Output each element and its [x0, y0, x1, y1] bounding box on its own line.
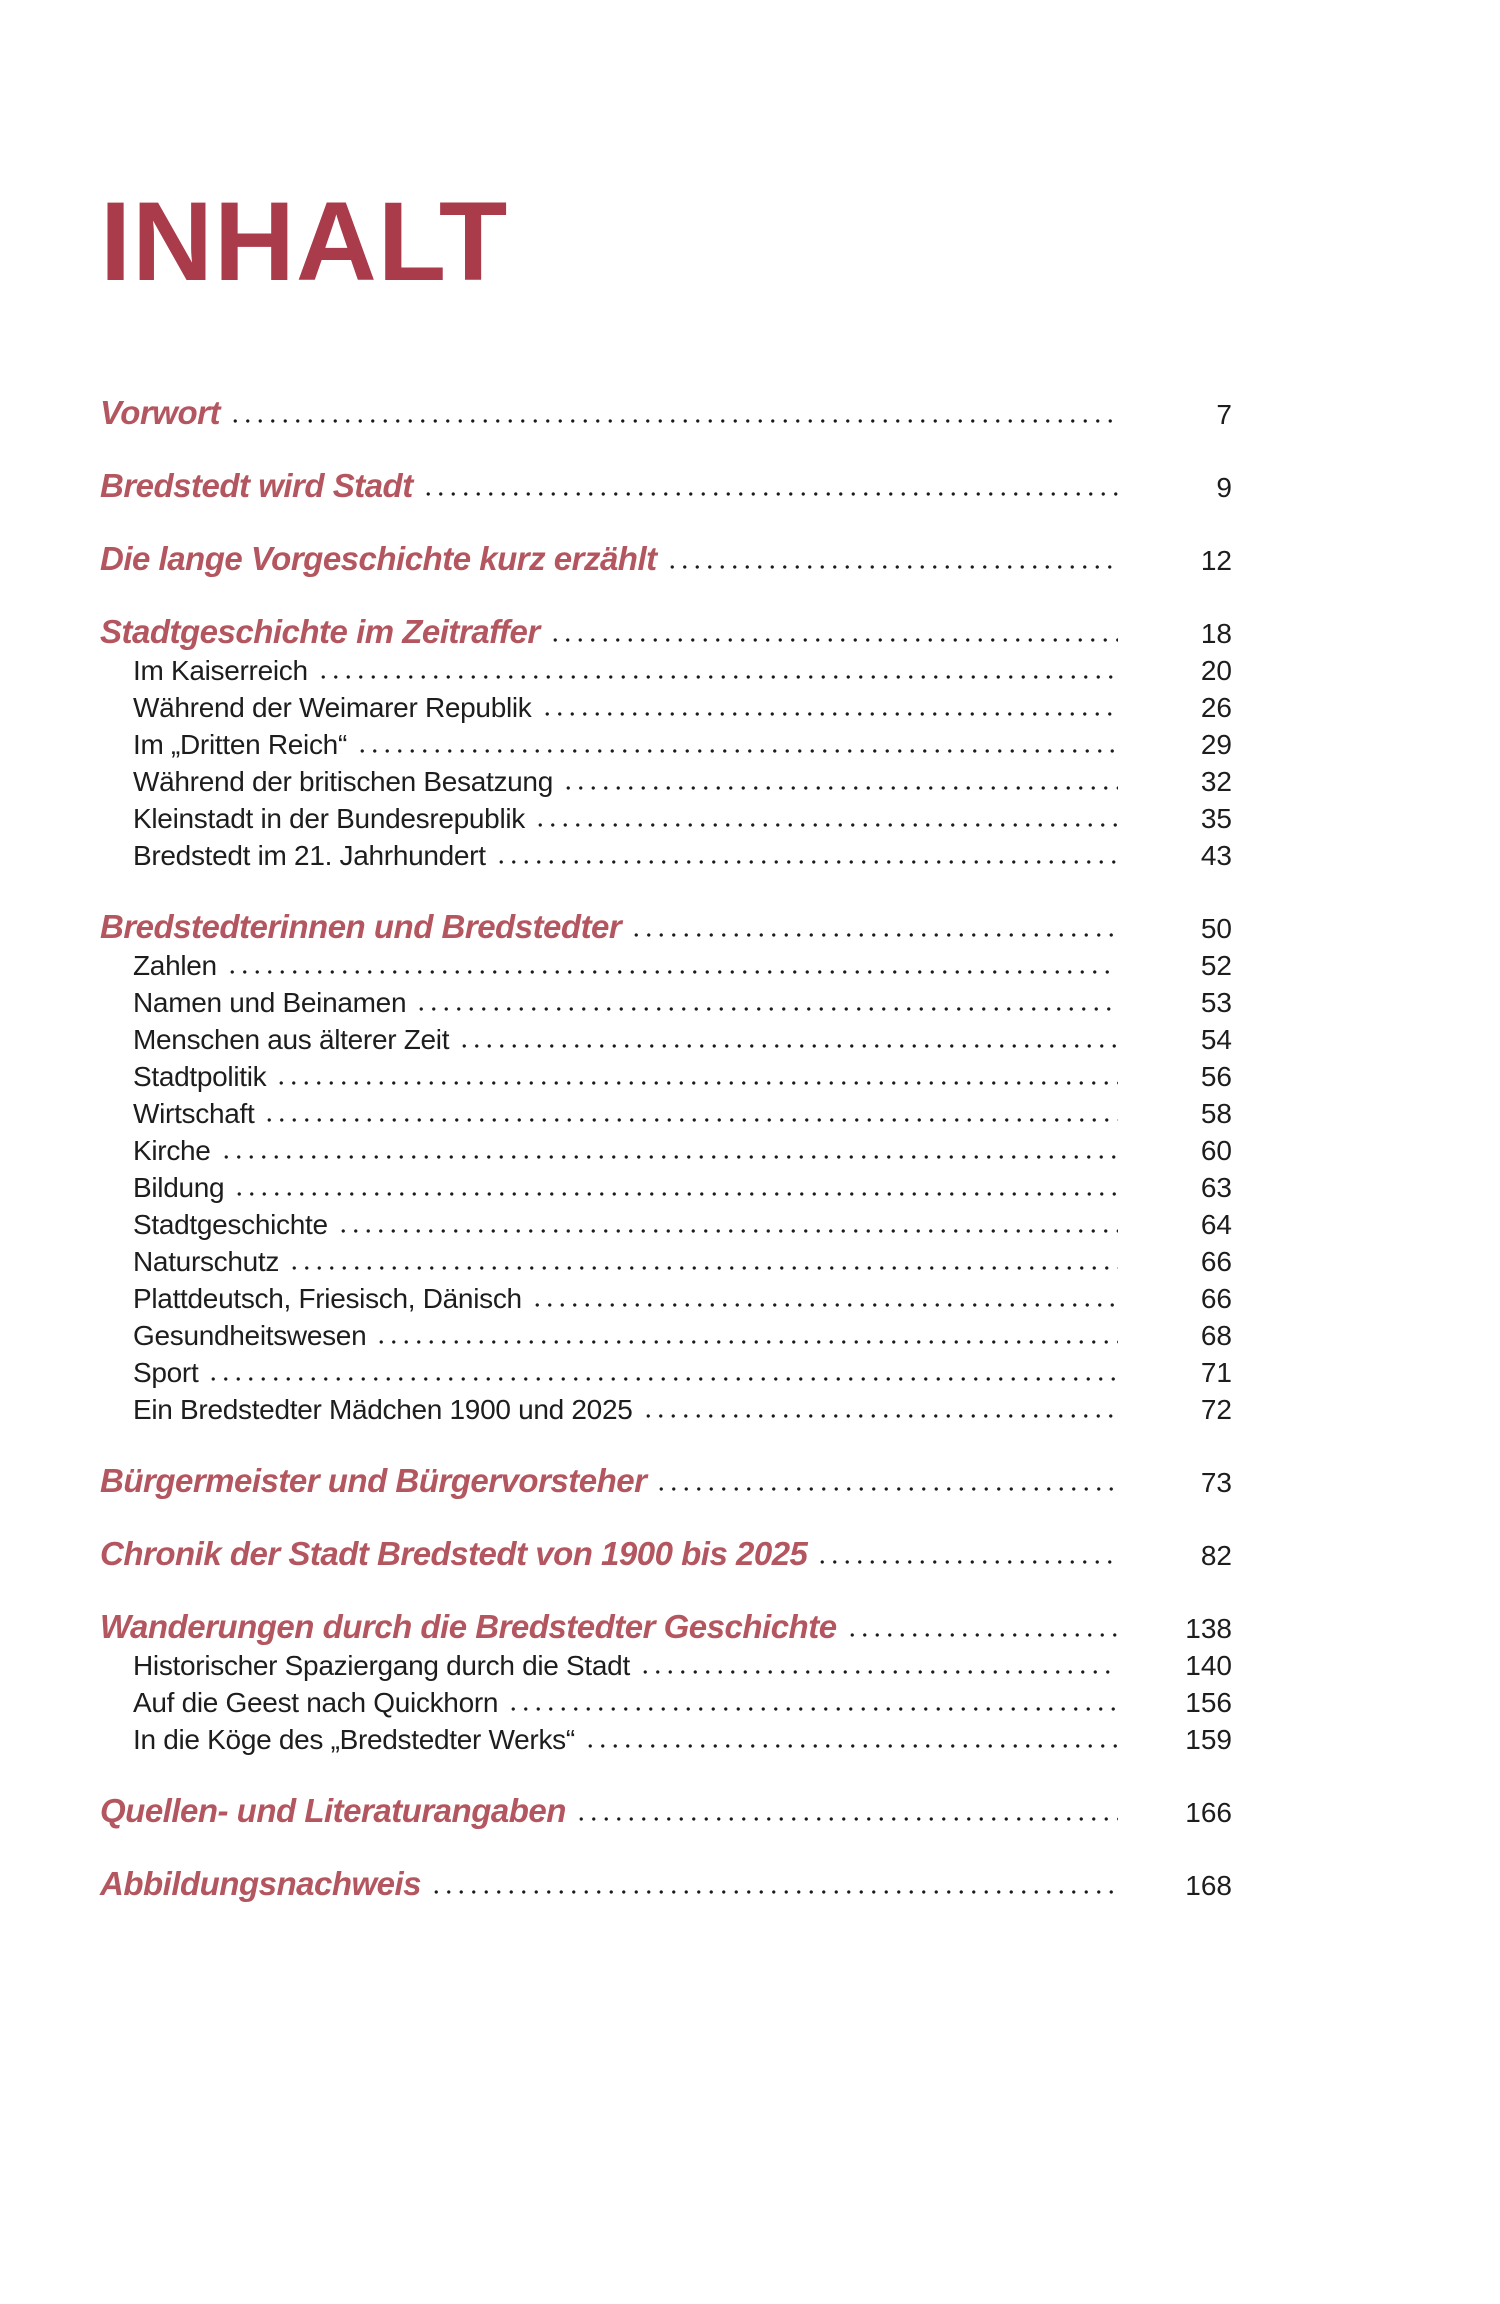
entry-label: Historischer Spaziergang durch die Stadt — [133, 1650, 630, 1681]
toc-entry — [100, 1865, 1232, 1904]
page-number: 54 — [1200, 1024, 1232, 1055]
page-number: 35 — [1200, 803, 1232, 834]
toc-page — [0, 179, 1500, 2304]
page-number: 29 — [1200, 729, 1232, 760]
entry-label: Menschen aus älterer Zeit — [133, 1024, 450, 1055]
page-number: 60 — [1200, 1135, 1232, 1166]
toc-subentry — [100, 1317, 1232, 1354]
dot-leader — [846, 1632, 1118, 1638]
page-number: 20 — [1200, 655, 1232, 686]
toc-list — [100, 394, 1232, 1904]
dot-leader — [531, 1302, 1118, 1308]
toc-subentry — [100, 947, 1232, 984]
entry-label: Während der britischen Besatzung — [133, 766, 553, 797]
toc-subentry — [100, 1095, 1232, 1132]
entry-label: Zahlen — [133, 950, 217, 981]
page-number: 52 — [1200, 950, 1232, 981]
dot-leader — [639, 1669, 1118, 1675]
toc-subentry — [100, 1280, 1232, 1317]
toc-subentry — [100, 1021, 1232, 1058]
page-number: 156 — [1185, 1687, 1232, 1718]
dot-leader — [534, 822, 1118, 828]
entry-label: Bredstedt im 21. Jahrhundert — [133, 840, 486, 871]
page-number: 159 — [1185, 1724, 1232, 1755]
toc-subentry — [100, 1391, 1232, 1428]
toc-subentry — [100, 837, 1232, 874]
page-number: 58 — [1200, 1098, 1232, 1129]
toc-subentry — [100, 1647, 1232, 1684]
dot-leader — [317, 674, 1118, 680]
entry-label: Bredstedterinnen und Bredstedter — [100, 908, 622, 945]
entry-label: Stadtgeschichte — [133, 1209, 328, 1240]
dot-leader — [630, 932, 1118, 938]
entry-label: Namen und Beinamen — [133, 987, 407, 1018]
page-number: 166 — [1185, 1797, 1232, 1828]
entry-label: Wirtschaft — [133, 1098, 255, 1129]
dot-leader — [430, 1889, 1118, 1895]
dot-leader — [356, 748, 1118, 754]
toc-subentry — [100, 726, 1232, 763]
toc-entry — [100, 1535, 1232, 1574]
page-number: 66 — [1200, 1246, 1232, 1277]
entry-label: Bredstedt wird Stadt — [100, 467, 413, 504]
page-number: 53 — [1200, 987, 1232, 1018]
page-number: 140 — [1185, 1650, 1232, 1681]
dot-leader — [415, 1006, 1118, 1012]
dot-leader — [229, 418, 1118, 424]
entry-label: Vorwort — [100, 394, 220, 431]
dot-leader — [495, 859, 1118, 865]
entry-label: Stadtgeschichte im Zeitraffer — [100, 613, 540, 650]
toc-entry — [100, 908, 1232, 947]
toc-entry — [100, 540, 1232, 579]
dot-leader — [584, 1743, 1118, 1749]
dot-leader — [575, 1816, 1118, 1822]
toc-entry — [100, 1792, 1232, 1831]
page-number: 56 — [1200, 1061, 1232, 1092]
dot-leader — [458, 1043, 1118, 1049]
entry-label: Im Kaiserreich — [133, 655, 308, 686]
toc-subentry — [100, 763, 1232, 800]
page-number: 43 — [1200, 840, 1232, 871]
toc-subentry — [100, 1243, 1232, 1280]
dot-leader — [375, 1339, 1118, 1345]
toc-subentry — [100, 1206, 1232, 1243]
page-number: 73 — [1200, 1467, 1232, 1498]
dot-leader — [288, 1265, 1118, 1271]
dot-leader — [507, 1706, 1118, 1712]
page-number: 63 — [1200, 1172, 1232, 1203]
page-number: 64 — [1200, 1209, 1232, 1240]
dot-leader — [233, 1191, 1118, 1197]
toc-subentry — [100, 1058, 1232, 1095]
dot-leader — [263, 1117, 1118, 1123]
dot-leader — [207, 1376, 1118, 1382]
entry-label: Naturschutz — [133, 1246, 280, 1277]
page-number: 50 — [1200, 913, 1232, 944]
page-number: 12 — [1200, 545, 1232, 576]
entry-label: In die Köge des „Bredstedter Werks“ — [133, 1724, 575, 1755]
page-number: 138 — [1185, 1613, 1232, 1644]
page-title: INHALT — [100, 179, 509, 304]
entry-label: Während der Weimarer Republik — [133, 692, 532, 723]
entry-label: Stadtpolitik — [133, 1061, 267, 1092]
dot-leader — [275, 1080, 1118, 1086]
toc-entry — [100, 467, 1232, 506]
toc-subentry — [100, 1132, 1232, 1169]
page-number: 9 — [1216, 472, 1232, 503]
entry-label: Bildung — [133, 1172, 225, 1203]
toc-subentry — [100, 1721, 1232, 1758]
dot-leader — [655, 1486, 1118, 1492]
dot-leader — [549, 637, 1118, 643]
page-number: 82 — [1200, 1540, 1232, 1571]
entry-label: Kleinstadt in der Bundesrepublik — [133, 803, 525, 834]
entry-label: Gesundheitswesen — [133, 1320, 367, 1351]
dot-leader — [541, 711, 1118, 717]
entry-label: Ein Bredstedter Mädchen 1900 und 2025 — [133, 1394, 633, 1425]
page-number: 168 — [1185, 1870, 1232, 1901]
entry-label: Plattdeutsch, Friesisch, Dänisch — [133, 1283, 522, 1314]
entry-label: Sport — [133, 1357, 199, 1388]
page-number: 32 — [1200, 766, 1232, 797]
entry-label: Die lange Vorgeschichte kurz erzählt — [100, 540, 657, 577]
dot-leader — [642, 1413, 1119, 1419]
dot-leader — [562, 785, 1118, 791]
dot-leader — [337, 1228, 1118, 1234]
dot-leader — [422, 491, 1118, 497]
entry-label: Wanderungen durch die Bredstedter Geschichte — [100, 1608, 837, 1645]
dot-leader — [666, 564, 1118, 570]
toc-entry — [100, 613, 1232, 652]
dot-leader — [816, 1559, 1118, 1565]
page-number: 26 — [1200, 692, 1232, 723]
toc-subentry — [100, 984, 1232, 1021]
entry-label: Chronik der Stadt Bredstedt von 1900 bis 2025 — [100, 1535, 808, 1572]
toc-entry — [100, 1608, 1232, 1647]
toc-subentry — [100, 1684, 1232, 1721]
page-number: 18 — [1200, 618, 1232, 649]
entry-label: Abbildungsnachweis — [100, 1865, 422, 1902]
page-number: 66 — [1200, 1283, 1232, 1314]
page-number: 72 — [1200, 1394, 1232, 1425]
page-number: 71 — [1200, 1357, 1232, 1388]
toc-entry — [100, 394, 1232, 433]
entry-label: Quellen- und Literaturangaben — [100, 1792, 566, 1829]
toc-subentry — [100, 1169, 1232, 1206]
dot-leader — [220, 1154, 1118, 1160]
page-number: 68 — [1200, 1320, 1232, 1351]
toc-subentry — [100, 800, 1232, 837]
dot-leader — [226, 969, 1118, 975]
entry-label: Kirche — [133, 1135, 211, 1166]
entry-label: Bürgermeister und Bürgervorsteher — [100, 1462, 647, 1499]
toc-entry — [100, 1462, 1232, 1501]
entry-label: Auf die Geest nach Quickhorn — [133, 1687, 499, 1718]
page-number: 7 — [1216, 399, 1232, 430]
entry-label: Im „Dritten Reich“ — [133, 729, 347, 760]
toc-subentry — [100, 652, 1232, 689]
toc-subentry — [100, 689, 1232, 726]
toc-subentry — [100, 1354, 1232, 1391]
